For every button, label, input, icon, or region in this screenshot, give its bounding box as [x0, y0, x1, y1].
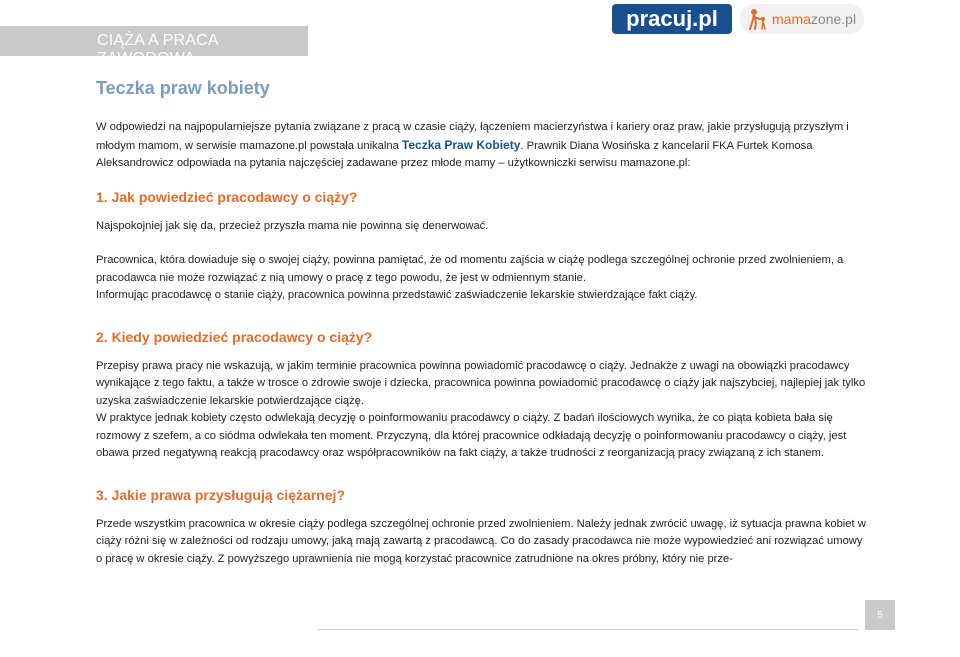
page-number: 5 — [865, 600, 895, 630]
intro-paragraph: W odpowiedzi na najpopularniejsze pytania związane z pracą w czasie ciąży, łączeniem macierzyństwa i kariery oraz praw, jakie przysługują przyszłym i młodym mamom, w serwisie mamazone.pl powstała unikalna Teczka Praw Kobiety. Prawnik Diana Wosińska z kancelarii FKA Furtek Komosa Aleksandrowicz odpowiada na pytania najczęściej zadawane przez młode mamy – użytkowniczki serwisu mamazone.pl: — [96, 121, 849, 170]
question-heading-1: 1. Jak powiedzieć pracodawcy o ciąży? — [96, 188, 358, 205]
mother-child-icon — [748, 8, 768, 30]
answer-paragraph: W praktyce jednak kobiety często odwlekają decyzję o poinformowaniu pracodawcy o ciąży. Z badań ilościowych wynika, że co piąta kobieta bała się rozmowy z szefem, a co siódma odwlekała ten moment. Przyczyną, dla której pracownice odkładają decyzję o poinformowaniu pracodawcy o ciąży, jest obawa przed negatywną reakcją pracodawcy oraz współpracowników na fakt ciąży, a także trudności z reorganizacją pracy związaną z ich stanem. — [96, 412, 847, 460]
mamazone-logo — [740, 4, 864, 34]
page-header — [0, 0, 960, 67]
section-title: CIĄŻA A PRACA ZAWODOWA — [97, 32, 218, 67]
answer-paragraph: Informując pracodawcę o stanie ciąży, pracownica powinna przedstawić zaświadczenie lekarskie stwierdzające fakt ciąży. — [96, 289, 698, 302]
question-heading-3: 3. Jakie prawa przysługują ciężarnej? — [96, 486, 345, 503]
answer-paragraph: Najspokojniej jak się da, przecież przyszła mama nie powinna się denerwować. — [96, 220, 489, 233]
pracuj-logo: pracuj.pl — [612, 4, 732, 34]
mamazone-logo-text: mamazone.pl — [772, 11, 857, 27]
teczka-praw-kobiety-link[interactable]: Teczka Praw Kobiety — [401, 137, 521, 152]
page-title: Teczka praw kobiety — [96, 78, 270, 98]
question-heading-2: 2. Kiedy powiedzieć pracodawcy o ciąży? — [96, 328, 373, 345]
document-body — [96, 80, 866, 568]
answer-paragraph: Przede wszystkim pracownica w okresie ciąży podlega szczególnej ochronie przed zwolnieniem. Należy jednak zwrócić uwagę, iż sytuacja prawna kobiet w ciąży różni się w zależności od rodzaju umowy, jaką mają zawartą z pracodawcą. Co do zasady pracodawca nie może wypowiedzieć ani rozwiązać umowy o pracę w okresie ciąży. Z powyższego uprawnienia nie mogą korzystać pracownice zatrudnione na okres próbny, który nie prze- — [96, 517, 866, 565]
footer-divider — [318, 629, 858, 630]
section-tab — [0, 26, 308, 67]
answer-paragraph: Pracownica, która dowiaduje się o swojej ciąży, powinna pamiętać, że od momentu zajścia w ciążę podlega szczególnej ochronie przed zwolnieniem, a pracodawca nie może rozwiązać z nią umowy o pracę z tego powodu, że jest w odmiennym stanie. — [96, 254, 844, 284]
answer-paragraph: Przepisy prawa pracy nie wskazują, w jakim terminie pracownica powinna powiadomić pracodawcę o ciąży. Jednakże z uwagi na obowiązki pracodawcy wynikające z tego faktu, a także w trosce o zdrowie swoje i dziecka, pracownica powinna powiadomić pracodawcę o ciąży jak najszybciej, najlepiej jak tylko uzyska zaświadczenie lekarskie potwierdzające ciążę. — [96, 360, 866, 407]
